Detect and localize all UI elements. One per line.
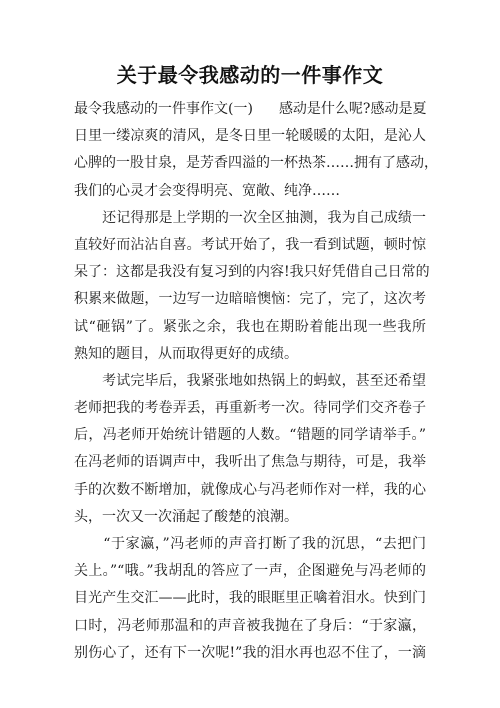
text-line-continuation: 感动是什么呢?感动是夏 bbox=[278, 101, 427, 117]
text-line: 试“砸锅”了。紧张之余，我也在期盼着能出现一些我所 bbox=[74, 318, 426, 335]
text-line: 目光产生交汇——此时，我的眼眶里正噙着泪水。快到门 bbox=[74, 590, 426, 607]
text-line: 考试完毕后，我紧张地如热锅上的蚂蚁，甚至还希望 bbox=[74, 372, 426, 389]
text-line: 在冯老师的语调声中，我听出了焦急与期待，可是，我举 bbox=[74, 454, 426, 471]
text-line: 口时，冯老师那温和的声音被我抛在了身后：“于家瀛， bbox=[74, 617, 426, 634]
text-line: 熟知的题目，从而取得更好的成绩。 bbox=[74, 345, 298, 362]
text-line: 呆了：这都是我没有复习到的内容!我只好凭借自己日常的 bbox=[74, 264, 430, 281]
text-line: 头，一次又一次涌起了酸楚的浪潮。 bbox=[74, 508, 298, 525]
essay-body bbox=[74, 96, 438, 667]
text-line bbox=[74, 96, 426, 123]
text-line: 心脾的一股甘泉，是芳香四溢的一杯热茶……拥有了感动， bbox=[74, 155, 438, 172]
text-line: 直较好而沾沾自喜。考试开始了，我一看到试题，顿时惊 bbox=[74, 236, 426, 253]
text-line: 日里一缕凉爽的清风，是冬日里一轮暖暖的太阳，是沁人 bbox=[74, 128, 426, 145]
essay-heading-inline: 最令我感动的一件事作文(一) bbox=[74, 101, 253, 117]
text-line: 还记得那是上学期的一次全区抽测，我为自己成绩一 bbox=[74, 209, 426, 226]
text-line: 关上。”“哦。”我胡乱的答应了一声，企图避免与冯老师的 bbox=[74, 563, 426, 580]
document-title: 关于最令我感动的一件事作文 bbox=[116, 63, 384, 87]
text-line: 后，冯老师开始统计错题的人数。“错题的同学请举手。” bbox=[74, 427, 426, 444]
text-line: 别伤心了，还有下一次呢!”我的泪水再也忍不住了，一滴 bbox=[74, 644, 426, 661]
text-line: “于家瀛，”冯老师的声音打断了我的沉思，“去把门 bbox=[74, 536, 426, 552]
text-line: 我们的心灵才会变得明亮、宽敞、纯净…… bbox=[74, 182, 340, 199]
text-line: 手的次数不断增加，就像成心与冯老师作对一样，我的心 bbox=[74, 481, 426, 498]
text-line: 积累来做题，一边写一边暗暗懊恼：完了，完了，这次考 bbox=[74, 291, 426, 308]
text-line: 老师把我的考卷弄丢，再重新考一次。待同学们交齐卷子 bbox=[74, 400, 426, 417]
